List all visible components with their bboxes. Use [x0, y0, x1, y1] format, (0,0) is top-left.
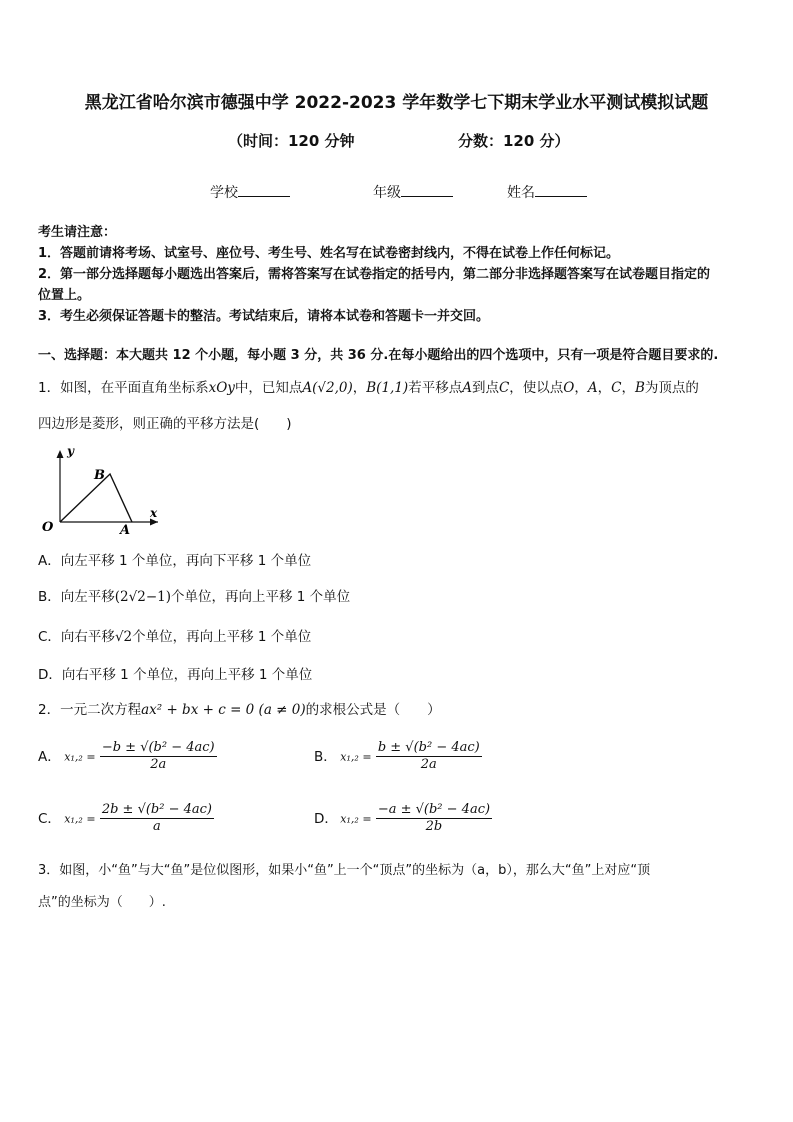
q1-text: 1．如图，在平面直角坐标系	[38, 380, 209, 396]
formula-fraction	[100, 740, 217, 773]
q1-text: 中，已知点	[234, 380, 303, 396]
grade-blank[interactable]	[401, 184, 453, 197]
exam-time: （时间：120 分钟	[228, 132, 355, 150]
q1-text: ，	[574, 380, 588, 396]
q1-math-xoy: xOy	[208, 380, 235, 396]
formula-fraction	[376, 740, 482, 773]
option-label: A．	[38, 748, 61, 765]
formula-lhs: x₁,₂ =	[340, 812, 372, 826]
formula-lhs: x₁,₂ =	[64, 750, 96, 764]
q1-option-c-text: 个单位，再向上平移 1 个单位	[132, 629, 312, 645]
q1-math: C	[498, 380, 510, 396]
q1-text: ，	[597, 380, 612, 396]
question-3-line2: 点”的坐标为（ ）.	[38, 895, 166, 910]
formula-denominator: 2a	[420, 757, 437, 772]
q1-point-a: A(√2,0)	[302, 380, 353, 396]
notice-item: 3．考生必须保证答题卡的整洁。考试结束后，请将本试卷和答题卡一并交回。	[38, 309, 490, 324]
grade-field	[373, 182, 453, 202]
q2-text: 2．一元二次方程	[38, 702, 142, 718]
formula-fraction	[100, 802, 214, 835]
point-b-label: B	[94, 468, 105, 483]
grade-label: 年级	[373, 185, 401, 201]
q1-figure	[38, 440, 168, 540]
q1-option-b-text: B．向左平移	[38, 589, 115, 605]
exam-score: 分数：120 分）	[458, 132, 570, 150]
q2-option-d[interactable]	[314, 802, 614, 835]
q1-text: 为顶点的	[644, 380, 699, 396]
q1-option-b-text: 个单位，再向上平移 1 个单位	[170, 589, 351, 605]
name-label: 姓名	[507, 185, 535, 201]
q1-math: C	[611, 380, 622, 396]
notice-item: 位置上。	[38, 288, 91, 303]
point-a-label: A	[120, 523, 131, 538]
y-label: y	[67, 444, 74, 458]
x-label: x	[150, 506, 158, 520]
q2-equation: ax² + bx + c = 0 (a ≠ 0)	[141, 702, 306, 718]
formula-denominator: 2a	[150, 757, 167, 772]
school-field	[210, 182, 290, 202]
notice-item: 2．第一部分选择题每小题选出答案后，需将答案写在试卷指定的括号内，第二部分非选择题答案写在试卷题目指定的	[38, 267, 711, 282]
formula-numerator: −b ± √(b² − 4ac)	[101, 740, 215, 755]
formula-lhs: x₁,₂ =	[340, 750, 372, 764]
name-field	[507, 182, 587, 202]
formula-numerator: b ± √(b² − 4ac)	[377, 740, 480, 755]
question-1-stem: 1．如图，在平面直角坐标系xOy中，已知点A(√2,0)，B(1,1)若平移点A到点C，使以点O，A，C，B为顶点的	[38, 380, 699, 396]
q2-text: 的求根公式是（ ）	[305, 702, 441, 718]
q1-text: 若平移点	[408, 380, 463, 396]
formula-numerator: −a ± √(b² − 4ac)	[377, 802, 491, 817]
option-label: B．	[314, 748, 337, 765]
formula-denominator: 2b	[425, 819, 443, 834]
school-label: 学校	[210, 185, 238, 201]
q2-option-a[interactable]	[38, 740, 338, 773]
q1-text: ，	[621, 380, 635, 396]
q1-text: 到点	[471, 380, 499, 396]
notice-item: 1．答题前请将考场、试室号、座位号、考生号、姓名写在试卷密封线内，不得在试卷上作任何标记。	[38, 246, 620, 261]
q1-text: ，使以点	[509, 380, 564, 396]
page-title: 黑龙江省哈尔滨市德强中学 2022-2023 学年数学七下期末学业水平测试模拟试题	[84, 93, 709, 113]
q1-option-b[interactable]	[38, 586, 758, 608]
q1-option-c-math: √2	[114, 629, 133, 645]
q1-option-a[interactable]: A．向左平移 1 个单位，再向下平移 1 个单位	[38, 553, 312, 569]
question-2-stem	[38, 699, 758, 721]
formula-fraction	[376, 802, 492, 835]
q1-option-d[interactable]: D．向右平移 1 个单位，再向上平移 1 个单位	[38, 667, 313, 683]
question-1-line2: 四边形是菱形，则正确的平移方法是( )	[38, 416, 292, 432]
question-3-line1: 3．如图，小“鱼”与大“鱼”是位似图形，如果小“鱼”上一个“顶点”的坐标为（a，b），那么大“鱼”上对应“顶	[38, 863, 651, 878]
formula-lhs: x₁,₂ =	[64, 812, 96, 826]
q1-point-b: B(1,1)	[366, 380, 409, 396]
q2-option-c[interactable]	[38, 802, 338, 835]
q1-math: B	[634, 380, 645, 396]
origin-label: O	[42, 520, 54, 535]
section-heading: 一、选择题：本大题共 12 个小题，每小题 3 分，共 36 分.在每小题给出的四个选项中，只有一项是符合题目要求的.	[38, 348, 719, 363]
formula-denominator: a	[153, 819, 161, 834]
q1-option-c-text: C．向右平移	[38, 629, 115, 645]
option-label: C．	[38, 810, 61, 827]
q1-option-c[interactable]	[38, 626, 758, 648]
school-blank[interactable]	[238, 184, 290, 197]
q1-option-b-math: (2√2−1)	[114, 589, 171, 605]
formula-numerator: 2b ± √(b² − 4ac)	[101, 802, 212, 817]
q2-option-b[interactable]	[314, 740, 614, 773]
q1-math: A	[462, 380, 472, 396]
notice-heading: 考生请注意：	[38, 225, 117, 240]
notice-block	[38, 222, 758, 327]
y-axis-arrow	[57, 450, 64, 458]
name-blank[interactable]	[535, 184, 587, 197]
q1-math: A	[587, 380, 598, 396]
option-label: D．	[314, 810, 338, 827]
q1-math: O	[563, 380, 575, 396]
